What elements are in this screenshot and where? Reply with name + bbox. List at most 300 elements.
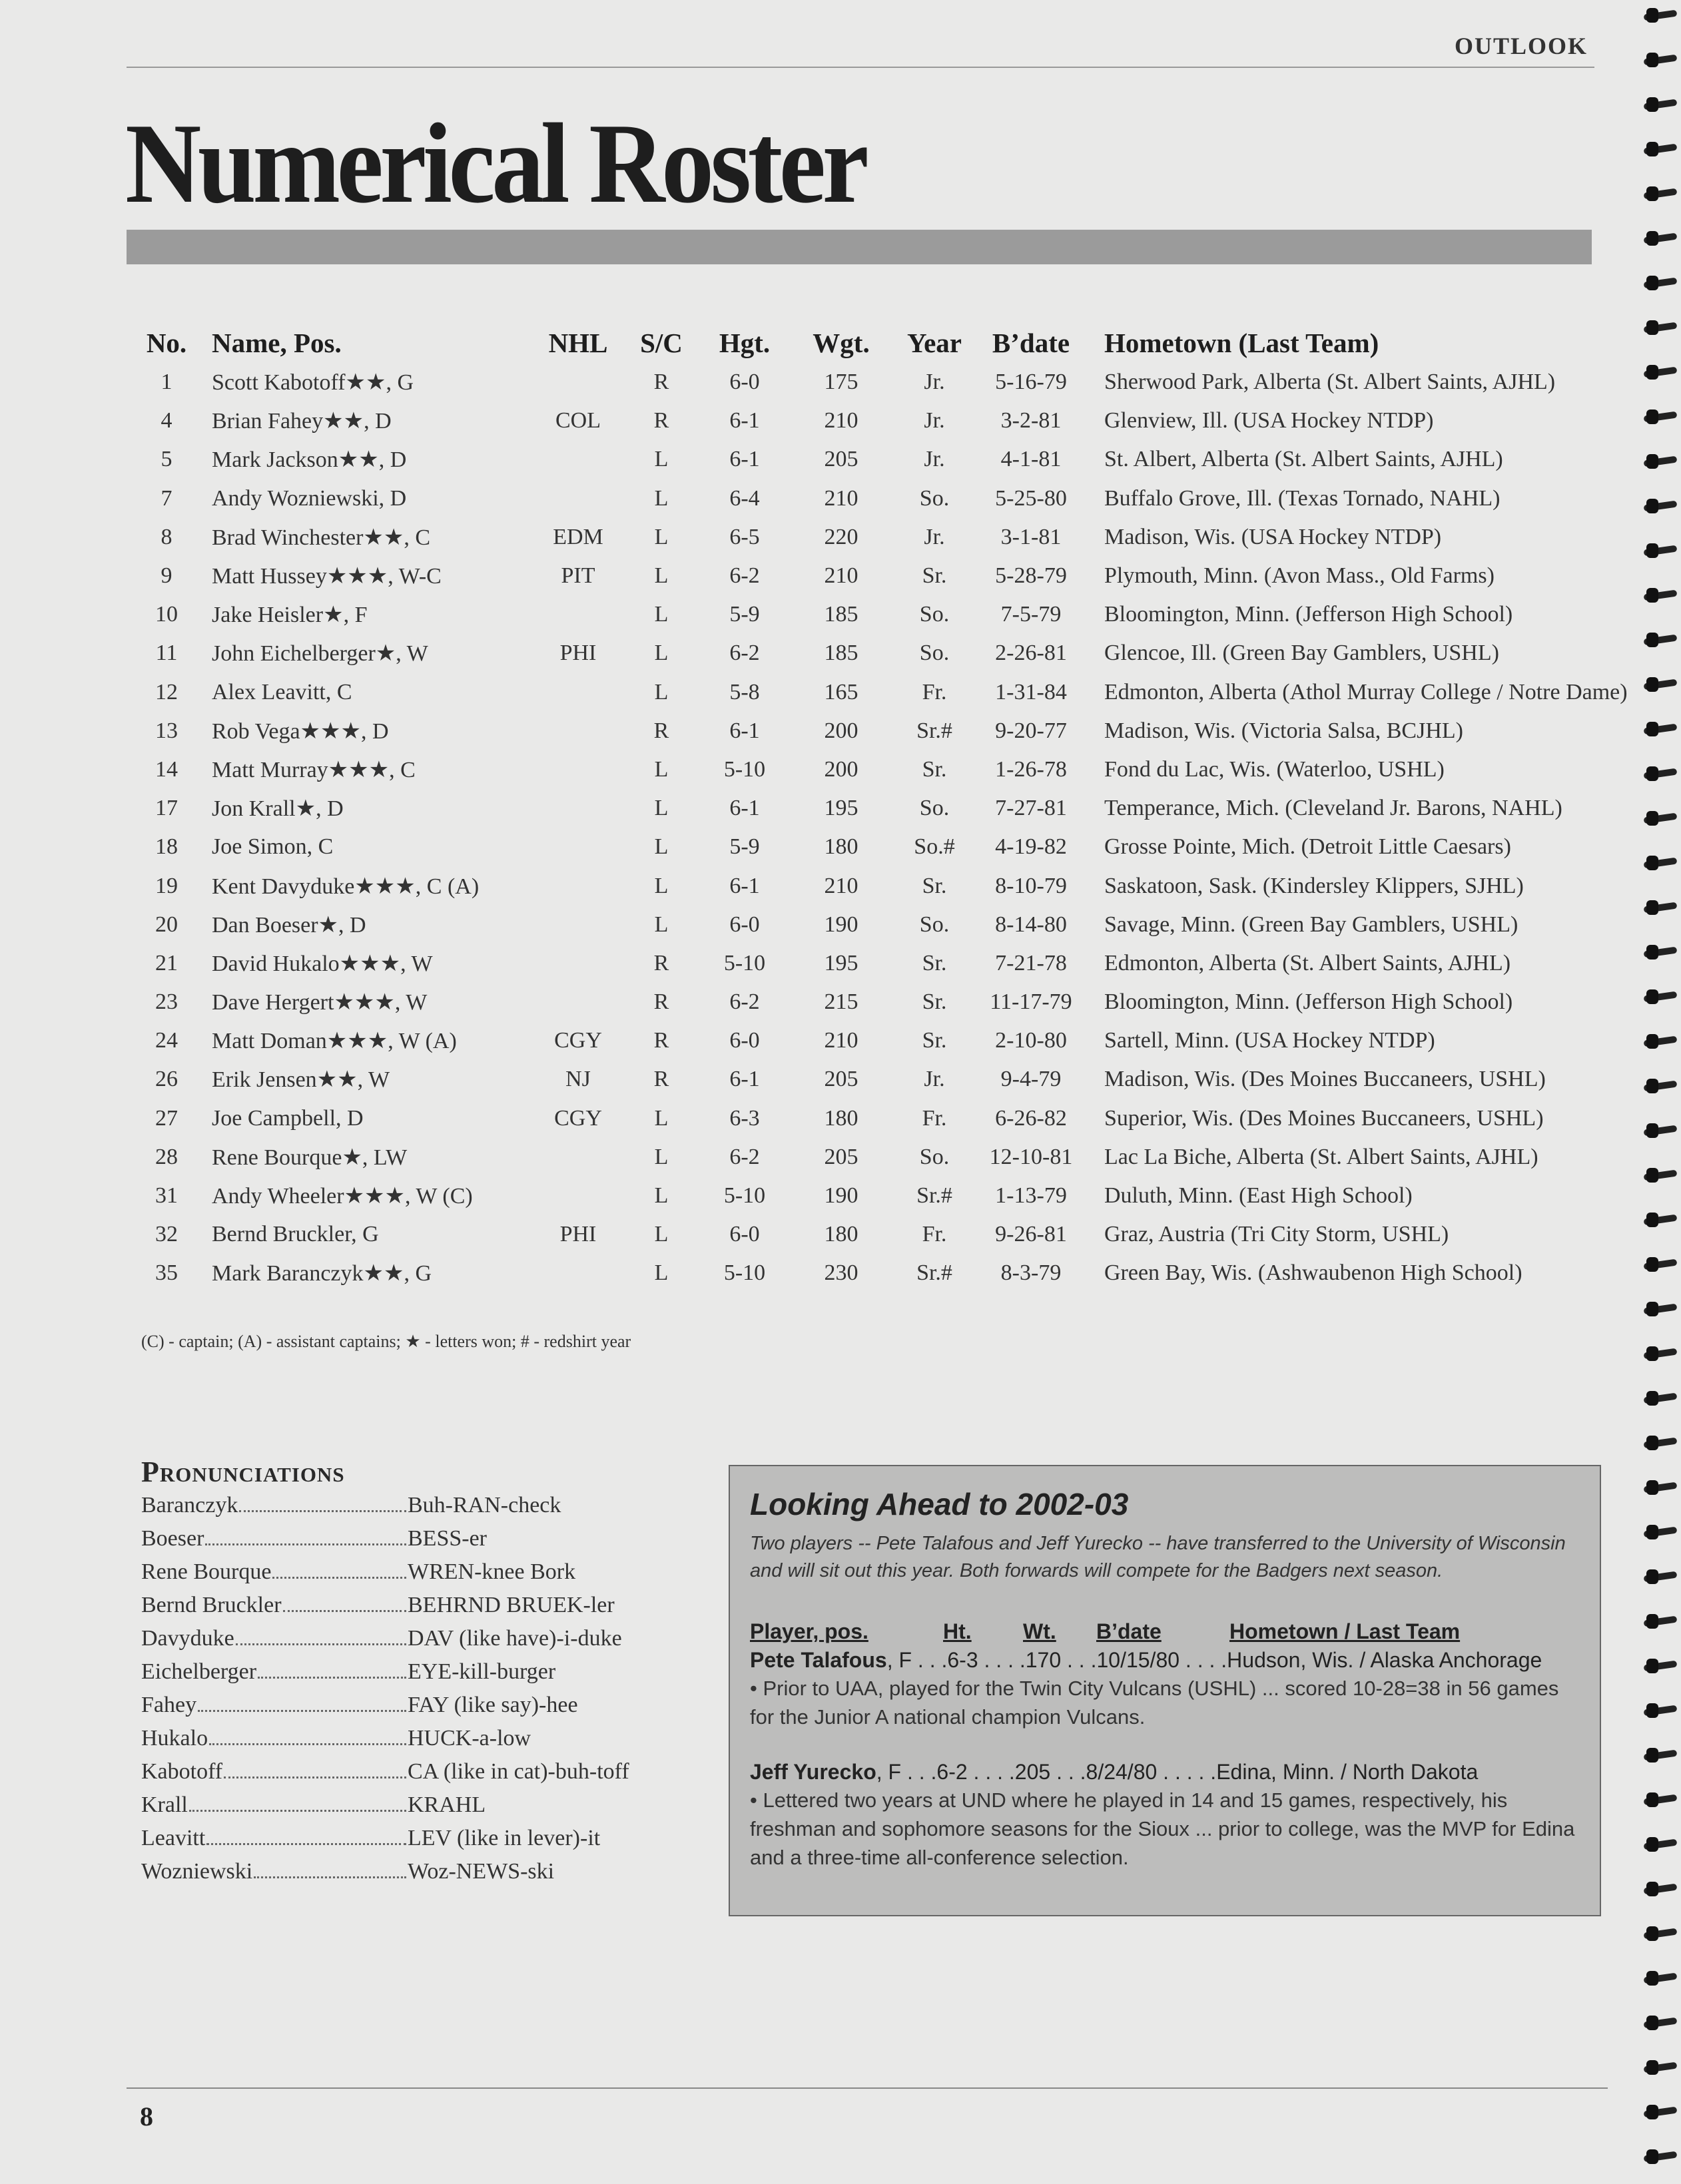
cell-birthdate: 9-26-81 bbox=[995, 1222, 1067, 1247]
cell-name-pos: Scott Kabotoff★★, G bbox=[212, 370, 414, 396]
cell-number: 14 bbox=[155, 756, 178, 782]
cell-hometown: Lac La Biche, Alberta (St. Albert Saints, AJHL) bbox=[1104, 1144, 1538, 1169]
cell-shoots: L bbox=[654, 485, 669, 511]
pronunciation-name: Krall bbox=[141, 1792, 188, 1817]
pronunciation-name: Eichelberger bbox=[141, 1659, 257, 1684]
pronunciation-name: Bernd Bruckler bbox=[141, 1593, 282, 1617]
coil-loop bbox=[1646, 1569, 1658, 1584]
binding-coil bbox=[1644, 1211, 1677, 1228]
cell-hometown: Edmonton, Alberta (St. Albert Saints, AJHL) bbox=[1104, 950, 1511, 975]
cell-name-pos: Andy Wheeler★★★, W (C) bbox=[212, 1184, 473, 1209]
cell-nhl bbox=[531, 363, 625, 402]
cell-height: 6-2 bbox=[729, 1144, 760, 1169]
cell-name-pos: Rob Vega★★★, D bbox=[212, 718, 389, 744]
table-row bbox=[127, 789, 1628, 828]
cell-hometown: Madison, Wis. (Victoria Salsa, BCJHL) bbox=[1104, 718, 1463, 743]
coil-loop bbox=[1646, 8, 1658, 23]
column-header-number: No. bbox=[146, 328, 187, 358]
cell-nhl bbox=[531, 906, 625, 944]
cell-year: So. bbox=[919, 1144, 950, 1169]
cell-weight: 180 bbox=[824, 1222, 858, 1247]
binding-coil bbox=[1644, 1791, 1677, 1808]
cell-year: Jr. bbox=[924, 447, 945, 472]
cell-birthdate: 4-1-81 bbox=[1000, 447, 1062, 472]
coil-loop bbox=[1646, 1436, 1658, 1450]
cell-name-pos: Matt Hussey★★★, W-C bbox=[212, 564, 442, 589]
coil-loop bbox=[1646, 276, 1658, 290]
binding-coil bbox=[1644, 51, 1677, 69]
table-row bbox=[127, 634, 1628, 673]
coil-loop bbox=[1646, 97, 1658, 112]
binding-coil bbox=[1644, 1523, 1677, 1541]
cell-number: 13 bbox=[155, 718, 178, 743]
cell-hometown: Bloomington, Minn. (Jefferson High School) bbox=[1104, 989, 1513, 1015]
cell-shoots: R bbox=[653, 989, 669, 1015]
binding-coil bbox=[1644, 230, 1677, 247]
cell-weight: 220 bbox=[824, 524, 858, 549]
binding-coil bbox=[1644, 676, 1677, 693]
cell-birthdate: 9-20-77 bbox=[995, 718, 1067, 743]
transfer-player-2-name: Jeff Yurecko bbox=[750, 1760, 876, 1784]
pronunciation-text: HUCK-a-low bbox=[408, 1726, 531, 1751]
cell-nhl bbox=[531, 1138, 625, 1177]
table-row bbox=[127, 363, 1628, 402]
cell-shoots: L bbox=[654, 563, 669, 589]
cell-hometown: Temperance, Mich. (Cleveland Jr. Barons, NAHL) bbox=[1104, 796, 1562, 821]
cell-height: 6-4 bbox=[729, 485, 760, 511]
cell-birthdate: 6-26-82 bbox=[995, 1105, 1067, 1131]
coil-loop bbox=[1646, 2016, 1658, 2030]
cell-height: 6-2 bbox=[729, 989, 760, 1015]
table-row bbox=[127, 402, 1628, 440]
cell-number: 1 bbox=[161, 370, 172, 395]
cell-height: 6-0 bbox=[729, 1028, 760, 1053]
looking-ahead-intro: Two players -- Pete Talafous and Jeff Yurecko -- have transferred to the University of Wisconsin and will sit out this year. Both forwards will compete for the Badgers next season. bbox=[750, 1533, 1566, 1581]
spiral-binding bbox=[1634, 0, 1681, 2184]
binding-coil bbox=[1644, 1568, 1677, 1585]
pronunciation-name: Kabotoff bbox=[141, 1759, 223, 1784]
cell-weight: 200 bbox=[824, 718, 858, 743]
cell-shoots: L bbox=[654, 796, 669, 821]
table-row bbox=[127, 557, 1628, 595]
table-row bbox=[127, 1138, 1628, 1177]
header-player-pos: Player, pos. bbox=[750, 1619, 868, 1643]
binding-coil bbox=[1644, 1256, 1677, 1273]
list-item bbox=[141, 1693, 661, 1726]
cell-birthdate: 11-17-79 bbox=[990, 989, 1072, 1015]
cell-number: 18 bbox=[155, 834, 178, 860]
table-row bbox=[127, 866, 1628, 905]
cell-weight: 210 bbox=[824, 563, 858, 589]
binding-coil bbox=[1644, 1613, 1677, 1630]
transfer-player-2 bbox=[750, 1758, 1580, 1786]
coil-loop bbox=[1646, 1391, 1658, 1406]
binding-coil bbox=[1644, 1300, 1677, 1318]
cell-weight: 215 bbox=[824, 989, 858, 1015]
cell-shoots: L bbox=[654, 447, 669, 472]
coil-loop bbox=[1646, 989, 1658, 1004]
table-row bbox=[127, 944, 1628, 983]
coil-loop bbox=[1646, 1971, 1658, 1986]
header-weight: Wt. bbox=[1023, 1619, 1056, 1643]
coil-loop bbox=[1646, 1079, 1658, 1093]
coil-loop bbox=[1646, 1168, 1658, 1183]
cell-birthdate: 1-31-84 bbox=[995, 679, 1067, 704]
cell-year: Fr. bbox=[922, 1105, 947, 1131]
list-item bbox=[141, 1859, 661, 1892]
cell-nhl bbox=[531, 828, 625, 866]
binding-coil bbox=[1644, 765, 1677, 782]
column-header-hometown: Hometown (Last Team) bbox=[1104, 328, 1379, 358]
cell-hometown: Bloomington, Minn. (Jefferson High School) bbox=[1104, 602, 1513, 627]
table-row bbox=[127, 906, 1628, 944]
pronunciation-text: Woz-NEWS-ski bbox=[408, 1859, 555, 1884]
cell-year: Jr. bbox=[924, 370, 945, 395]
table-row bbox=[127, 1060, 1628, 1099]
coil-loop bbox=[1646, 1257, 1658, 1272]
binding-coil bbox=[1644, 497, 1677, 515]
cell-shoots: R bbox=[653, 370, 669, 395]
binding-coil bbox=[1644, 1167, 1677, 1184]
dot-leader bbox=[236, 1643, 406, 1645]
cell-weight: 210 bbox=[824, 408, 858, 433]
cell-hometown: Madison, Wis. (USA Hockey NTDP) bbox=[1104, 524, 1442, 549]
coil-loop bbox=[1646, 410, 1658, 424]
cell-birthdate: 2-26-81 bbox=[995, 641, 1067, 666]
binding-coil bbox=[1644, 185, 1677, 202]
coil-loop bbox=[1646, 900, 1658, 915]
cell-year: So.# bbox=[914, 834, 955, 860]
coil-loop bbox=[1646, 588, 1658, 603]
cell-hometown: Savage, Minn. (Green Bay Gamblers, USHL) bbox=[1104, 912, 1518, 937]
cell-name-pos: Rene Bourque★, LW bbox=[212, 1145, 408, 1170]
binding-coil bbox=[1644, 720, 1677, 738]
cell-birthdate: 5-28-79 bbox=[995, 563, 1067, 589]
binding-coil bbox=[1644, 7, 1677, 24]
looking-ahead-box bbox=[729, 1465, 1601, 1916]
cell-name-pos: Alex Leavitt, C bbox=[212, 679, 352, 704]
pronunciation-name: Davyduke bbox=[141, 1626, 234, 1651]
pronunciation-text: LEV (like in lever)-it bbox=[408, 1826, 601, 1850]
page-title: Numerical Roster bbox=[125, 101, 866, 227]
dot-leader bbox=[272, 1577, 406, 1579]
dot-leader bbox=[254, 1876, 406, 1878]
list-item bbox=[141, 1726, 661, 1759]
coil-loop bbox=[1646, 945, 1658, 959]
cell-hometown: Buffalo Grove, Ill. (Texas Tornado, NAHL) bbox=[1104, 485, 1501, 511]
cell-name-pos: Joe Simon, C bbox=[212, 834, 334, 860]
list-item bbox=[141, 1659, 661, 1693]
binding-coil bbox=[1644, 1836, 1677, 1853]
header-height: Ht. bbox=[943, 1619, 972, 1643]
cell-number: 19 bbox=[155, 873, 178, 898]
cell-height: 5-10 bbox=[723, 1183, 766, 1209]
cell-height: 6-2 bbox=[729, 563, 760, 589]
cell-year: Sr. bbox=[922, 563, 947, 589]
cell-weight: 200 bbox=[824, 756, 858, 782]
cell-year: So. bbox=[919, 641, 950, 666]
cell-birthdate: 8-14-80 bbox=[995, 912, 1067, 937]
coil-loop bbox=[1646, 454, 1658, 469]
list-item bbox=[141, 1792, 661, 1826]
dot-leader bbox=[224, 1776, 406, 1778]
cell-shoots: L bbox=[654, 1105, 669, 1131]
cell-number: 26 bbox=[155, 1067, 178, 1092]
cell-number: 11 bbox=[155, 641, 178, 666]
cell-height: 6-1 bbox=[729, 796, 760, 821]
cell-nhl bbox=[531, 1177, 625, 1215]
cell-shoots: L bbox=[654, 873, 669, 898]
cell-nhl bbox=[531, 595, 625, 634]
cell-nhl bbox=[531, 983, 625, 1021]
cell-name-pos: Brian Fahey★★, D bbox=[212, 409, 392, 434]
coil-loop bbox=[1646, 1792, 1658, 1807]
cell-birthdate: 5-16-79 bbox=[995, 370, 1067, 395]
binding-coil bbox=[1644, 1479, 1677, 1496]
column-header-shoots: S/C bbox=[640, 328, 683, 358]
binding-coil bbox=[1644, 408, 1677, 425]
cell-shoots: R bbox=[653, 1028, 669, 1053]
list-item bbox=[141, 1759, 661, 1792]
cell-weight: 195 bbox=[824, 950, 858, 975]
binding-coil bbox=[1644, 1657, 1677, 1675]
dot-leader bbox=[283, 1610, 406, 1612]
binding-coil bbox=[1644, 319, 1677, 336]
cell-hometown: Sherwood Park, Alberta (St. Albert Saints, AJHL) bbox=[1104, 370, 1556, 395]
list-item bbox=[141, 1559, 661, 1593]
cell-hometown: Glenview, Ill. (USA Hockey NTDP) bbox=[1104, 408, 1434, 433]
cell-shoots: R bbox=[653, 950, 669, 975]
pronunciations-list bbox=[141, 1493, 661, 1892]
cell-weight: 210 bbox=[824, 1028, 858, 1053]
cell-name-pos: Mark Jackson★★, D bbox=[212, 447, 407, 473]
binding-coil bbox=[1644, 587, 1677, 604]
cell-nhl: CGY bbox=[554, 1105, 602, 1131]
table-row bbox=[127, 1254, 1628, 1292]
cell-birthdate: 3-2-81 bbox=[1000, 408, 1062, 433]
coil-loop bbox=[1646, 543, 1658, 558]
cell-weight: 230 bbox=[824, 1260, 858, 1286]
cell-height: 5-9 bbox=[729, 834, 760, 860]
cell-height: 6-0 bbox=[729, 912, 760, 937]
cell-height: 6-1 bbox=[729, 447, 760, 472]
cell-name-pos: Joe Campbell, D bbox=[212, 1105, 364, 1131]
cell-shoots: L bbox=[654, 834, 669, 860]
binding-coil bbox=[1644, 1122, 1677, 1139]
table-row bbox=[127, 828, 1628, 866]
column-header-name: Name, Pos. bbox=[212, 328, 342, 358]
binding-coil bbox=[1644, 1747, 1677, 1764]
column-header-weight: Wgt. bbox=[813, 328, 870, 358]
cell-number: 21 bbox=[155, 950, 178, 975]
roster-table bbox=[127, 323, 1628, 1293]
coil-loop bbox=[1646, 1926, 1658, 1941]
coil-loop bbox=[1646, 142, 1658, 156]
cell-year: Sr. bbox=[922, 756, 947, 782]
column-header-birthdate: B’date bbox=[992, 328, 1070, 358]
coil-loop bbox=[1646, 1748, 1658, 1763]
pronunciation-text: EYE-kill-burger bbox=[408, 1659, 556, 1684]
cell-number: 7 bbox=[161, 485, 172, 511]
cell-name-pos: Brad Winchester★★, C bbox=[212, 525, 431, 550]
column-header-nhl: NHL bbox=[548, 328, 608, 358]
top-rule bbox=[127, 67, 1594, 68]
cell-height: 6-5 bbox=[729, 524, 760, 549]
coil-loop bbox=[1646, 677, 1658, 692]
transfer-player-1-info: , F . . .6-3 . . . .170 . . .10/15/80 . . . .Hudson, Wis. / Alaska Anchorage bbox=[886, 1648, 1542, 1672]
bottom-rule bbox=[127, 2087, 1608, 2089]
cell-year: Sr. bbox=[922, 989, 947, 1015]
cell-height: 6-0 bbox=[729, 1222, 760, 1247]
cell-number: 32 bbox=[155, 1222, 178, 1247]
dot-leader bbox=[206, 1843, 406, 1845]
pronunciation-name: Boeser bbox=[141, 1526, 204, 1551]
cell-number: 28 bbox=[155, 1144, 178, 1169]
cell-shoots: R bbox=[653, 408, 669, 433]
pronunciation-name: Wozniewski bbox=[141, 1859, 253, 1884]
coil-loop bbox=[1646, 1034, 1658, 1049]
binding-coil bbox=[1644, 96, 1677, 113]
cell-name-pos: David Hukalo★★★, W bbox=[212, 951, 433, 976]
cell-nhl: PIT bbox=[561, 563, 595, 589]
binding-coil bbox=[1644, 854, 1677, 872]
cell-shoots: L bbox=[654, 1222, 669, 1247]
cell-nhl bbox=[531, 479, 625, 518]
cell-number: 5 bbox=[161, 447, 172, 472]
cell-hometown: St. Albert, Alberta (St. Albert Saints, AJHL) bbox=[1104, 447, 1503, 472]
table-row bbox=[127, 479, 1628, 518]
cell-number: 20 bbox=[155, 912, 178, 937]
cell-weight: 180 bbox=[824, 1105, 858, 1131]
transfer-player-1-note: • Prior to UAA, played for the Twin City Vulcans (USHL) ... scored 10-28=38 in 56 games for the Junior A national champion Vulcans. bbox=[750, 1677, 1559, 1729]
binding-coil bbox=[1644, 988, 1677, 1005]
table-row bbox=[127, 518, 1628, 557]
cell-weight: 210 bbox=[824, 485, 858, 511]
cell-number: 17 bbox=[155, 796, 178, 821]
cell-height: 5-10 bbox=[723, 950, 766, 975]
list-item bbox=[141, 1493, 661, 1526]
cell-nhl bbox=[531, 750, 625, 789]
cell-birthdate: 1-26-78 bbox=[995, 756, 1067, 782]
cell-birthdate: 7-27-81 bbox=[995, 796, 1067, 821]
cell-year: So. bbox=[919, 602, 950, 627]
cell-weight: 205 bbox=[824, 1067, 858, 1092]
pronunciation-text: FAY (like say)-hee bbox=[408, 1693, 578, 1717]
cell-number: 31 bbox=[155, 1183, 178, 1209]
cell-height: 5-10 bbox=[723, 1260, 766, 1286]
cell-hometown: Saskatoon, Sask. (Kindersley Klippers, SJHL) bbox=[1104, 873, 1524, 898]
transfer-player-2-note: • Lettered two years at UND where he played in 14 and 15 games, respectively, his freshman and sophomore seasons for the Sioux ... prior to college, was the MVP for Edina and a three-time all-conference selection. bbox=[750, 1788, 1575, 1869]
coil-loop bbox=[1646, 2060, 1658, 2075]
cell-nhl: NJ bbox=[565, 1067, 591, 1092]
cell-number: 23 bbox=[155, 989, 178, 1015]
coil-loop bbox=[1646, 1703, 1658, 1718]
cell-year: So. bbox=[919, 796, 950, 821]
table-row bbox=[127, 1215, 1628, 1254]
dot-leader bbox=[198, 1710, 406, 1712]
binding-coil bbox=[1644, 1925, 1677, 1942]
cell-name-pos: Jake Heisler★, F bbox=[212, 603, 368, 628]
roster-header-row bbox=[127, 323, 1628, 363]
cell-name-pos: Matt Doman★★★, W (A) bbox=[212, 1029, 457, 1054]
cell-birthdate: 2-10-80 bbox=[995, 1028, 1067, 1053]
coil-loop bbox=[1646, 499, 1658, 513]
cell-name-pos: Kent Davyduke★★★, C (A) bbox=[212, 874, 480, 899]
column-header-year: Year bbox=[907, 328, 962, 358]
cell-nhl bbox=[531, 673, 625, 712]
table-row bbox=[127, 1177, 1628, 1215]
transfer-player-2-info: , F . . .6-2 . . . .205 . . .8/24/80 . . . . .Edina, Minn. / North Dakota bbox=[876, 1760, 1479, 1784]
pronunciation-text: Buh-RAN-check bbox=[408, 1493, 561, 1517]
cell-height: 6-1 bbox=[729, 408, 760, 433]
header-hometown: Hometown / Last Team bbox=[1229, 1619, 1461, 1643]
cell-hometown: Duluth, Minn. (East High School) bbox=[1104, 1183, 1413, 1209]
cell-hometown: Green Bay, Wis. (Ashwaubenon High School) bbox=[1104, 1260, 1522, 1286]
cell-shoots: L bbox=[654, 1183, 669, 1209]
table-row bbox=[127, 1021, 1628, 1060]
list-item bbox=[141, 1626, 661, 1659]
cell-birthdate: 3-1-81 bbox=[1000, 524, 1062, 549]
binding-coil bbox=[1644, 274, 1677, 292]
coil-loop bbox=[1646, 1614, 1658, 1629]
cell-height: 6-2 bbox=[729, 641, 760, 666]
cell-birthdate: 5-25-80 bbox=[995, 485, 1067, 511]
cell-hometown: Sartell, Minn. (USA Hockey NTDP) bbox=[1104, 1028, 1435, 1053]
cell-birthdate: 9-4-79 bbox=[1000, 1067, 1062, 1092]
cell-year: Jr. bbox=[924, 1067, 945, 1092]
cell-nhl bbox=[531, 1254, 625, 1292]
cell-shoots: L bbox=[654, 679, 669, 704]
cell-weight: 175 bbox=[824, 370, 858, 395]
cell-hometown: Superior, Wis. (Des Moines Buccaneers, USHL) bbox=[1104, 1105, 1544, 1131]
looking-ahead-header-row bbox=[750, 1619, 1580, 1646]
cell-name-pos: Bernd Bruckler, G bbox=[212, 1222, 379, 1247]
coil-loop bbox=[1646, 856, 1658, 870]
page-number: 8 bbox=[140, 2101, 153, 2131]
cell-number: 12 bbox=[155, 679, 178, 704]
cell-height: 5-9 bbox=[729, 602, 760, 627]
cell-number: 27 bbox=[155, 1105, 178, 1131]
table-row bbox=[127, 440, 1628, 479]
coil-loop bbox=[1646, 2105, 1658, 2119]
coil-loop bbox=[1646, 1480, 1658, 1495]
binding-coil bbox=[1644, 453, 1677, 470]
cell-year: Sr.# bbox=[916, 1183, 952, 1209]
cell-shoots: L bbox=[654, 1260, 669, 1286]
cell-name-pos: Dave Hergert★★★, W bbox=[212, 990, 428, 1015]
cell-hometown: Plymouth, Minn. (Avon Mass., Old Farms) bbox=[1104, 563, 1495, 589]
dot-leader bbox=[209, 1743, 406, 1745]
cell-name-pos: Andy Wozniewski, D bbox=[212, 485, 407, 511]
cell-number: 35 bbox=[155, 1260, 178, 1286]
pronunciation-text: BESS-er bbox=[408, 1526, 487, 1551]
looking-ahead-title: Looking Ahead to 2002-03 bbox=[750, 1487, 1129, 1521]
pronunciation-name: Fahey bbox=[141, 1693, 197, 1717]
spacer bbox=[750, 1731, 1580, 1758]
header-birthdate: B’date bbox=[1096, 1619, 1162, 1643]
pronunciation-name: Hukalo bbox=[141, 1726, 208, 1751]
cell-shoots: R bbox=[653, 718, 669, 743]
binding-coil bbox=[1644, 364, 1677, 381]
cell-shoots: L bbox=[654, 756, 669, 782]
cell-year: Fr. bbox=[922, 679, 947, 704]
binding-coil bbox=[1644, 2059, 1677, 2076]
cell-name-pos: Erik Jensen★★, W bbox=[212, 1067, 390, 1093]
cell-weight: 190 bbox=[824, 912, 858, 937]
cell-year: So. bbox=[919, 485, 950, 511]
cell-weight: 185 bbox=[824, 602, 858, 627]
coil-loop bbox=[1646, 633, 1658, 647]
